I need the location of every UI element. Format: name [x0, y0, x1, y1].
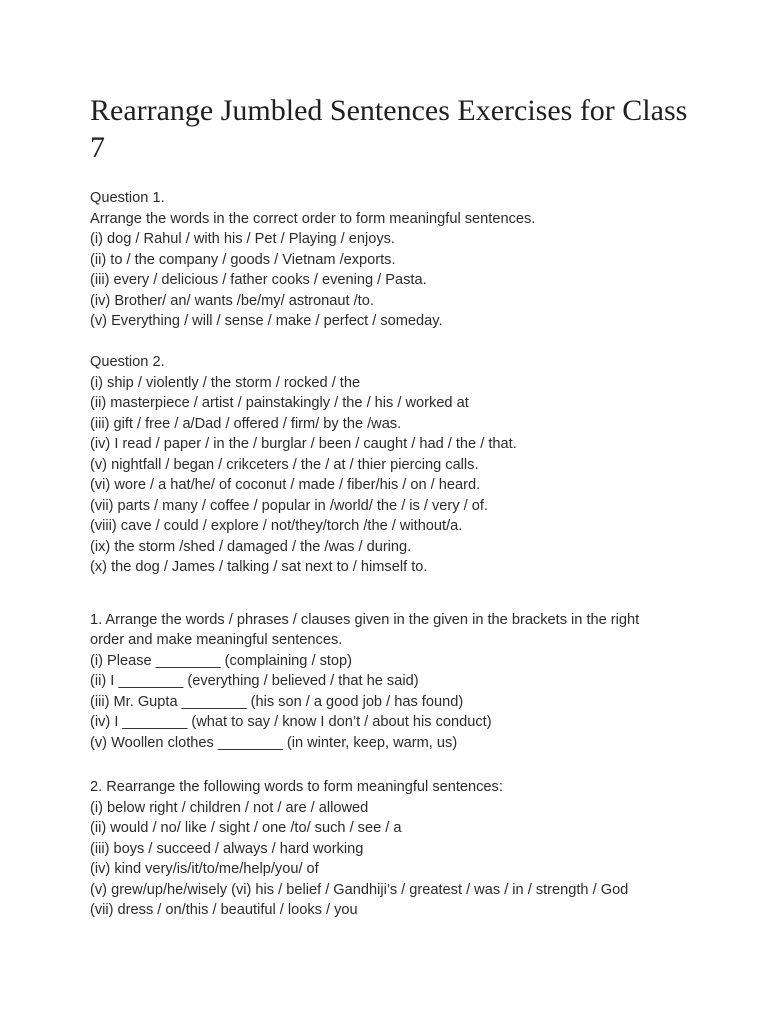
question-1-item: (i) dog / Rahul / with his / Pet / Playing / enjoys.: [90, 231, 395, 247]
question-2-item: (viii) cave / could / explore / not/they/torch /the / without/a.: [90, 518, 463, 534]
question-2-item: (i) ship / violently / the storm / rocked / the: [90, 374, 361, 391]
question-2-item: (iii) gift / free / a/Dad / offered / firm/ by the /was.: [90, 415, 402, 432]
page-title: Rearrange Jumbled Sentences Exercises for Class 7: [90, 94, 688, 164]
exercise-1-instruction: 1. Arrange the words / phrases / clauses given in the given in the brackets in the right order and make meaningful sentences.: [90, 611, 640, 648]
question-1-item: (v) Everything / will / sense / make / perfect / someday.: [90, 313, 443, 329]
question-2-item: (vii) parts / many / coffee / popular in /world/ the / is / very / of.: [90, 497, 488, 514]
question-2-item: (iv) I read / paper / in the / burglar / been / caught / had / the / that.: [90, 436, 517, 452]
question-2-heading: Question 2.: [90, 354, 165, 370]
exercise-2-instruction: 2. Rearrange the following words to form meaningful sentences:: [90, 779, 503, 795]
exercise-2-item: (iii) boys / succeed / always / hard working: [90, 840, 364, 857]
exercise-2-item: (v) grew/up/he/wisely (vi) his / belief / Gandhiji’s / greatest / was / in / strength / God: [90, 881, 629, 898]
exercise-1-item: (ii) I ________ (everything / believed / that he said): [90, 673, 419, 689]
exercise-1-item: (v) Woollen clothes ________ (in winter, keep, warm, us): [90, 734, 458, 751]
question-1-heading: Question 1.: [90, 190, 165, 206]
question-1-instruction: Arrange the words in the correct order to form meaningful sentences.: [90, 210, 536, 227]
question-2-item: (ii) masterpiece / artist / painstakingly / the / his / worked at: [90, 395, 469, 411]
exercise-1-item: (iii) Mr. Gupta ________ (his son / a good job / has found): [90, 693, 464, 710]
question-2-section: [90, 352, 690, 578]
document-page: [90, 92, 690, 921]
question-2-item: (vi) wore / a hat/he/ of coconut / made / fiber/his / on / heard.: [90, 477, 481, 493]
question-1-item: (iii) every / delicious / father cooks / evening / Pasta.: [90, 272, 427, 288]
exercise-1-item: (i) Please ________ (complaining / stop): [90, 652, 353, 669]
exercise-2-item: (vii) dress / on/this / beautiful / looks / you: [90, 902, 358, 918]
question-1-item: (iv) Brother/ an/ wants /be/my/ astronaut /to.: [90, 292, 374, 309]
question-2-item: (ix) the storm /shed / damaged / the /was / during.: [90, 538, 412, 555]
question-1-section: [90, 188, 690, 332]
question-1-item: (ii) to / the company / goods / Vietnam /exports.: [90, 251, 396, 268]
question-2-item: (v) nightfall / began / crikceters / the / at / thier piercing calls.: [90, 456, 479, 473]
exercise-2-item: (i) below right / children / not / are / allowed: [90, 799, 369, 816]
exercise-1-item: (iv) I ________ (what to say / know I don’t / about his conduct): [90, 714, 492, 730]
exercise-2-item: (iv) kind very/is/it/to/me/help/you/ of: [90, 861, 319, 877]
exercise-2-item: (ii) would / no/ like / sight / one /to/ such / see / a: [90, 820, 402, 836]
exercise-1-section: [90, 610, 690, 754]
question-2-item: (x) the dog / James / talking / sat next to / himself to.: [90, 559, 428, 575]
exercise-2-section: [90, 777, 690, 921]
